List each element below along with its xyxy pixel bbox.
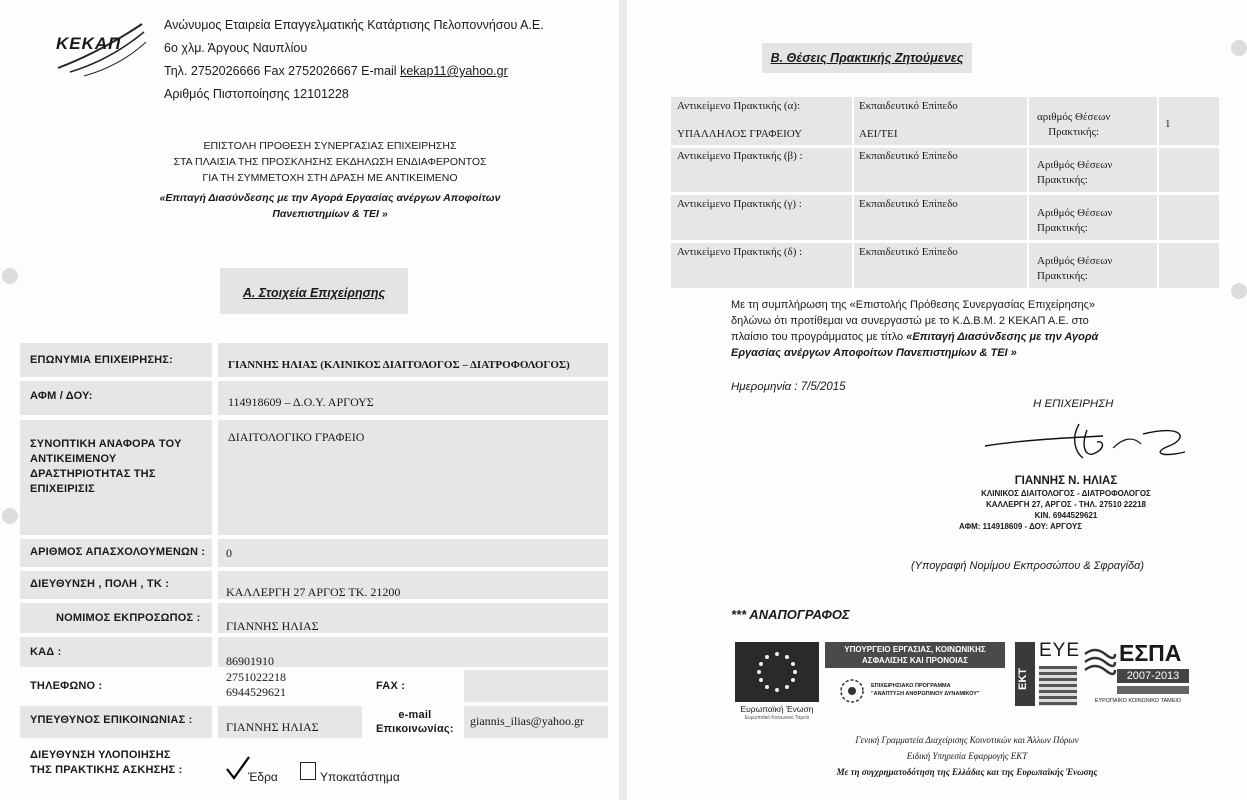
footer-credits [747,732,1187,780]
position-a-count-value: 1 [1165,118,1171,130]
table-divider [1027,97,1029,288]
copy-label: *** ΑΝΑΠΟΓΡΑΦΟΣ [731,607,850,622]
position-b-label: Αντικείμενο Πρακτικής (β) : [677,150,803,162]
program-title-part: «Επιταγή Διασύνδεσης με την Αγορά [906,331,1099,343]
value-cell [218,637,608,667]
kad-label: ΚΑΔ : [30,646,62,658]
ministry-line: ΥΠΟΥΡΓΕΙΟ ΕΡΓΑΣΙΑΣ, ΚΟΙΝΩΝΙΚΗΣ [844,645,986,654]
activity-label [30,437,182,497]
label-line: Αριθμός Θέσεων [1037,159,1113,171]
value-cell [218,539,608,567]
punch-hole [2,268,18,284]
espa-wave-icon [1083,646,1117,676]
company-signature-label: Η ΕΠΙΧΕΙΡΗΣΗ [1033,398,1114,410]
eye-stripes [1039,666,1077,706]
contact-label: ΥΠΕΥΘΥΝΟΣ ΕΠΙΚΟΙΝΩΝΙΑΣ : [30,714,193,726]
right-page [627,0,1247,800]
title-line: ΓΙΑ ΤΗ ΣΥΜΜΕΤΟΧΗ ΣΤΗ ΔΡΑΣΗ ΜΕ ΑΝΤΙΚΕΙΜΕΝΟ [202,172,458,184]
title-line: ΣΤΑ ΠΛΑΙΣΙΑ ΤΗΣ ΠΡΟΣΚΛΗΣΗΣ ΕΚΔΗΛΩΣΗ ΕΝΔΙΑΦΕΡΟΝΤΟΣ [173,156,487,168]
header-contact [164,60,544,83]
program-title-part: Εργασίας ανέργων Αποφοίτων Πανεπιστημίων & ΤΕΙ » [731,347,1017,359]
header-line: 6ο χλμ. Άργους Ναυπλίου [164,41,308,55]
ministry-text [827,644,1003,666]
address-label: ΔΙΕΥΘΥΝΣΗ , ΠΟΛΗ , ΤΚ : [30,578,170,590]
table-divider [852,97,854,288]
page-gutter [619,0,627,800]
eu-sub-label: Ευρωπαϊκό Κοινωνικό Ταμείο [744,715,810,721]
position-d-label: Αντικείμενο Πρακτικής (δ) : [677,246,803,258]
program-line: "ΑΝΑΠΤΥΞΗ ΑΝΘΡΩΠΙΝΟΥ ΔΥΝΑΜΙΚΟΥ" [871,691,980,697]
position-c-label: Αντικείμενο Πρακτικής (γ) : [677,198,802,210]
letter-title [70,138,590,222]
signature-scribble-icon [983,418,1193,468]
impl-label [30,748,182,778]
company-header [164,14,544,106]
stamp-line: ΑΦΜ: 114918609 - ΔΟΥ: ΑΡΓΟΥΣ [959,522,1083,531]
declaration-paragraph [731,297,1207,361]
position-a-level-value: ΑΕΙ/ΤΕΙ [859,128,898,140]
paragraph-line [731,329,1207,345]
label-line: ΣΥΝΟΠΤΙΚΗ ΑΝΑΦΟΡΑ ΤΟΥ [30,438,182,450]
kad-value: 86901910 [226,654,274,668]
section-a-title: Α. Στοιχεία Επιχείρησης [242,286,386,300]
eu-stars-icon [735,642,819,702]
header-phone-fax: Τηλ. 2752026666 Fax 2752026667 E-mail [164,64,397,78]
address-value: ΚΑΛΛΕΡΓΗ 27 ΑΡΓΟΣ ΤΚ. 21200 [226,585,401,599]
label-line: Αριθμός Θέσεων [1037,255,1113,267]
eye-label: ΕΥΕ [1039,640,1081,661]
label-line: ΕΠΙΧΕΙΡΙΣΙΣ [30,483,95,495]
label-line: ΔΡΑΣΤΗΡΙΟΤΗΤΑΣ ΤΗΣ [30,468,156,480]
activity-value: ΔΙΑΙΤΟΛΟΓΙΚΟ ΓΡΑΦΕΙΟ [228,430,365,444]
label-line: Πρακτικής: [1037,270,1088,282]
label-line: Αριθμός Θέσεων [1037,207,1113,219]
eu-label: Ευρωπαϊκή Ένωση [740,704,814,714]
footer-line: Ειδική Υπηρεσία Εφαρμογής ΕΚΤ [906,751,1028,761]
header-line: Ανώνυμος Εταιρεία Επαγγελματικής Κατάρτισης Πελοποννήσου Α.Ε. [164,18,544,32]
afm-label: ΑΦΜ / ΔΟΥ: [30,390,93,402]
title-line: ΕΠΙΣΤΟΛΗ ΠΡΟΘΕΣΗ ΣΥΝΕΡΓΑΣΙΑΣ ΕΠΙΧΕΙΡΗΣΗΣ [203,140,457,152]
left-page [0,0,619,800]
program-text [871,682,980,698]
phone-number: 2751022218 [226,670,286,684]
punch-hole [1231,283,1247,299]
email-value: giannis_ilias@yahoo.gr [470,714,585,728]
espa-years: 2007-2013 [1117,669,1189,683]
position-b-count-label [1037,158,1113,188]
rep-label: ΝΟΜΙΜΟΣ ΕΚΠΡΟΣΩΠΟΣ : [56,612,201,624]
contact-value: ΓΙΑΝΝΗΣ ΗΛΙΑΣ [226,720,319,734]
paragraph-line: Με τη συμπλήρωση της «Επιστολής Πρόθεσης Συνεργασίας Επιχείρησης» [731,299,1096,311]
fax-cell [464,670,608,702]
position-a-value: ΥΠΑΛΛΗΛΟΣ ΓΡΑΦΕΙΟΥ [677,128,803,140]
name-value: ΓΙΑΝΝΗΣ ΗΛΙΑΣ (ΚΛΙΝΙΚΟΣ ΔΙΑΙΤΟΛΟΓΟΣ – ΔΙΑΤΡΟΦΟΛΟΓΟΣ) [228,359,570,371]
position-d-level-label: Εκπαιδευτικό Επίπεδο [859,246,958,258]
section-b-title: Β. Θέσεις Πρακτικής Ζητούμενες [770,51,964,65]
position-c-count-label [1037,206,1113,236]
company-stamp [959,474,1173,532]
stamp-line: ΓΙΑΝΝΗΣ Ν. ΗΛΙΑΣ [1014,475,1118,487]
espa-sub-bar [1117,686,1189,694]
signature-caption: (Υπογραφή Νομίμου Εκπροσώπου & Σφραγίδα) [911,560,1145,572]
title-line: «Επιταγή Διασύνδεσης με την Αγορά Εργασίας ανέργων Αποφοίτων [159,192,501,204]
fax-label: FAX : [376,680,406,692]
ministry-line: ΑΣΦΑΛΙΣΗΣ ΚΑΙ ΠΡΟΝΟΙΑΣ [861,656,968,665]
espa-label: ΕΣΠΑ [1119,640,1182,666]
label-line: ΑΝΤΙΚΕΙΜΕΝΟΥ [30,453,117,465]
logo-text: ΚΕΚΑΠ [56,34,122,53]
label-line: ΤΗΣ ΠΡΑΚΤΙΚΗΣ ΑΣΚΗΣΗΣ : [30,764,183,776]
header-email-link[interactable]: kekap11@yahoo.gr [400,64,508,78]
label-line: Πρακτικής: [1037,222,1088,234]
afm-value: 114918609 – Δ.Ο.Υ. ΑΡΓΟΥΣ [228,395,374,409]
header-line: Αριθμός Πιστοποίησης 12101228 [164,87,349,101]
table-divider [1157,97,1159,288]
label-line: e-mail [398,709,432,721]
label-line: Πρακτικής: [1037,174,1088,186]
punch-hole [2,508,18,524]
espa-sub-label: ΕΥΡΩΠΑΪΚΟ ΚΟΙΝΩΝΙΚΟ ΤΑΜΕΙΟ [1094,698,1182,704]
option-branch-label: Υποκατάστημα [320,770,400,784]
title-line: Πανεπιστημίων & ΤΕΙ » [272,208,388,220]
branch-checkbox[interactable] [300,762,316,780]
phone-value [226,670,286,700]
paragraph-text: πλαίσιο του προγράμματος με τίτλο [731,331,904,343]
footer-line: Γενική Γραμματεία Διαχείρισης Κοινοτικών και Άλλων Πόρων [855,735,1079,745]
label-line: Πρακτικής: [1048,126,1100,138]
phone-number: 6944529621 [226,685,286,699]
rep-value: ΓΙΑΝΝΗΣ ΗΛΙΑΣ [226,619,319,633]
position-d-count-label [1037,254,1113,284]
footer-line: Με τη συγχρηματοδότηση της Ελλάδας και της Ευρωπαϊκής Ένωσης [836,767,1098,777]
eu-flag [735,642,819,702]
punch-hole [1231,40,1247,56]
paragraph-line: δηλώνω ότι προτίθεμαι να συνεργαστώ με το Κ.Δ.Β.Μ. 2 ΚΕΚΑΠ Α.Ε. στο [731,315,1089,327]
email-label [376,708,454,736]
kekap-logo [50,22,150,82]
option-seat-label: Έδρα [248,770,278,784]
date-line: Ημερομηνία : 7/5/2015 [731,381,846,393]
position-a-count-label [1037,110,1110,140]
stamp-line: ΚΛΙΝΙΚΟΣ ΔΙΑΙΤΟΛΟΓΟΣ - ΔΙΑΤΡΟΦΟΛΟΓΟΣ [981,489,1151,498]
program-line: ΕΠΙΧΕΙΡΗΣΙΑΚΟ ΠΡΟΓΡΑΜΜΑ [871,683,951,689]
position-a-level-label: Εκπαιδευτικό Επίπεδο [859,100,958,112]
label-line: αριθμός Θέσεων [1037,111,1111,123]
stamp-line: ΚΙΝ. 6944529621 [1034,511,1098,520]
label-line: Επικοινωνίας: [376,723,454,735]
program-emblem-icon [837,676,867,706]
position-a-label: Αντικείμενο Πρακτικής (α): [677,100,801,112]
position-c-level-label: Εκπαιδευτικό Επίπεδο [859,198,958,210]
stamp-line: ΚΑΛΛΕΡΓΗ 27, ΑΡΓΟΣ - ΤΗΛ. 27510 22218 [986,500,1146,509]
position-b-level-label: Εκπαιδευτικό Επίπεδο [859,150,958,162]
ekt-label: ΕΚΤ [1017,668,1029,690]
name-label: ΕΠΩΝΥΜΙΑ ΕΠΙΧΕΙΡΗΣΗΣ: [30,354,173,366]
employees-value: 0 [226,546,232,560]
label-line: ΔΙΕΥΘΥΝΣΗ ΥΛΟΠΟΙΗΣΗΣ [30,749,171,761]
employees-label: ΑΡΙΘΜΟΣ ΑΠΑΣΧΟΛΟΥΜΕΝΩΝ : [30,546,206,558]
phone-label: ΤΗΛΕΦΩΝΟ : [30,680,103,692]
